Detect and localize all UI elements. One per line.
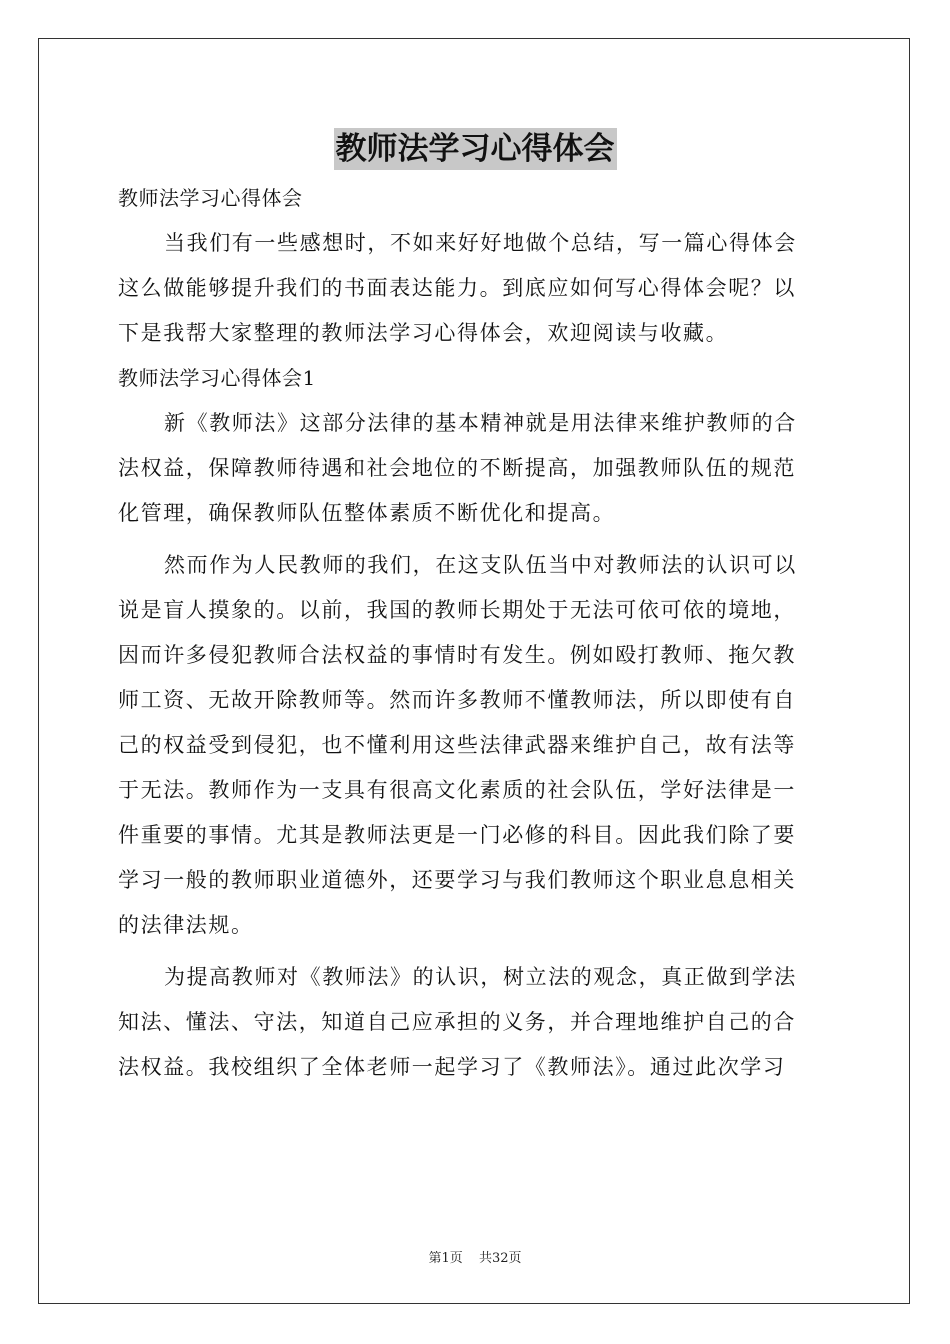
- section-heading: 教师法学习心得体会1: [118, 366, 316, 390]
- paragraph-line: 化管理，确保教师队伍整体素质不断优化和提高。: [118, 501, 616, 525]
- paragraph-line: 己的权益受到侵犯，也不懂利用这些法律武器来维护自己，故有法等: [118, 733, 796, 757]
- paragraph-line: 为提高教师对《教师法》的认识，树立法的观念，真正做到学法: [164, 965, 797, 989]
- paragraph-line: 然而作为人民教师的我们，在这支队伍当中对教师法的认识可以: [164, 553, 797, 577]
- paragraph-2: [118, 543, 834, 948]
- paragraph-3: [118, 955, 834, 1090]
- paragraph-line: 件重要的事情。尤其是教师法更是一门必修的科目。因此我们除了要: [118, 823, 796, 847]
- paragraph-line: 因而许多侵犯教师合法权益的事情时有发生。例如殴打教师、拖欠教: [118, 643, 796, 667]
- paragraph-line: 知法、懂法、守法，知道自己应承担的义务，并合理地维护自己的合: [118, 1010, 796, 1034]
- paragraph-line: 当我们有一些感想时，不如来好好地做个总结，写一篇心得体会: [164, 231, 797, 255]
- paragraph-1: [118, 401, 834, 536]
- title-area: [0, 128, 950, 170]
- document-body: [118, 176, 834, 1090]
- paragraph-line: 新《教师法》这部分法律的基本精神就是用法律来维护教师的合: [164, 411, 797, 435]
- paragraph-gap: [118, 948, 834, 955]
- document-subtitle: 教师法学习心得体会: [118, 186, 303, 210]
- paragraph-line: 下是我帮大家整理的教师法学习心得体会，欢迎阅读与收藏。: [118, 321, 729, 345]
- paragraph-line: 法权益，保障教师待遇和社会地位的不断提高，加强教师队伍的规范: [118, 456, 796, 480]
- page-total: 共32页: [478, 1251, 522, 1266]
- paragraph-line: 法权益。我校组织了全体老师一起学习了《教师法》。通过此次学习: [118, 1055, 786, 1079]
- paragraph-line: 的法律法规。: [118, 913, 254, 937]
- intro-paragraph: [118, 221, 834, 356]
- paragraph-gap: [118, 536, 834, 543]
- document-title: 教师法学习心得体会: [334, 128, 617, 170]
- paragraph-line: 学习一般的教师职业道德外，还要学习与我们教师这个职业息息相关: [118, 868, 796, 892]
- page-number: 第1页: [428, 1251, 463, 1266]
- paragraph-line: 说是盲人摸象的。以前，我国的教师长期处于无法可依可依的境地，: [118, 598, 796, 622]
- paragraph-line: 于无法。教师作为一支具有很高文化素质的社会队伍，学好法律是一: [118, 778, 796, 802]
- paragraph-line: 师工资、无故开除教师等。然而许多教师不懂教师法，所以即使有自: [118, 688, 796, 712]
- page-footer: [0, 1247, 950, 1266]
- paragraph-line: 这么做能够提升我们的书面表达能力。到底应如何写心得体会呢？以: [118, 276, 796, 300]
